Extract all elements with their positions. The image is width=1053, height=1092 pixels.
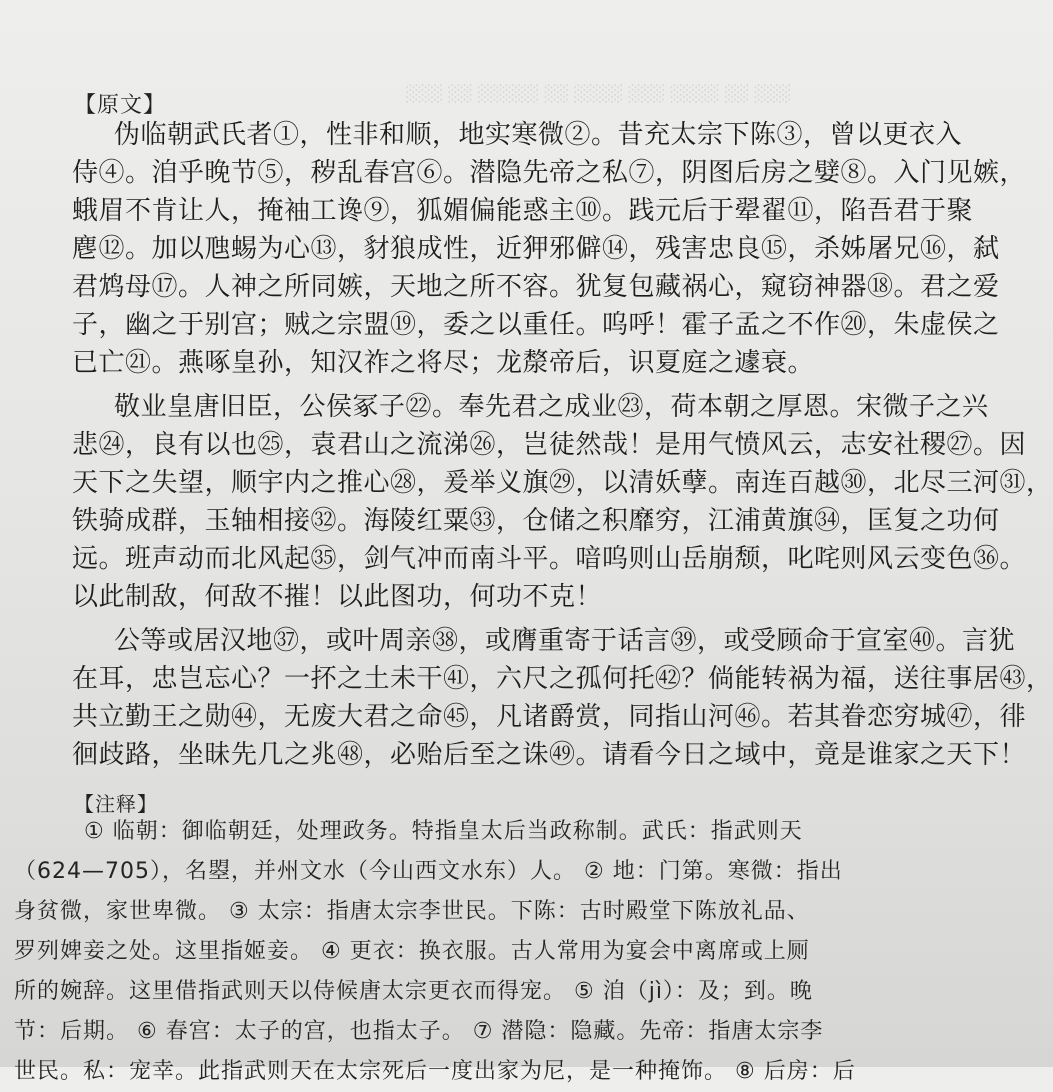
text-line: 以此制敌，何敌不摧！以此图功，何功不克！	[72, 582, 603, 612]
text-line: 麀⑫。加以虺蜴为心⑬，豺狼成性，近狎邪僻⑭，残害忠良⑮，杀姊屠兄⑯，弑	[72, 234, 1000, 264]
note-line: （624—705），名曌，并州文水（今山西文水东）人。 ② 地：门第。寒微：指出	[14, 859, 843, 884]
text-line: 徊歧路，坐昧先几之兆㊽，必贻后至之诛㊾。请看今日之域中，竟是谁家之天下！	[72, 740, 1027, 770]
text-line: 公等或居汉地㊲，或叶周亲㊳，或膺重寄于话言㊴，或受顾命于宣室㊵。言犹	[114, 626, 1016, 656]
note-line: 世民。私：宠幸。此指武则天在太宗死后一度出家为尼，是一种掩饰。 ⑧ 后房：后	[14, 1059, 856, 1084]
note-line: 罗列婢妾之处。这里指姬妾。 ④ 更衣：换衣服。古人常用为宴会中离席或上厕	[14, 939, 810, 964]
text-line: 共立勤王之勋㊹，无废大君之命㊺，凡诸爵赏，同指山河㊻。若其眷恋穷城㊼，徘	[72, 702, 1027, 732]
text-line: 在耳，忠岂忘心？一抔之土未干㊶，六尺之孤何托㊷？倘能转祸为福，送往事居㊸，	[72, 664, 1053, 694]
original-paragraph-2	[72, 388, 1053, 616]
text-line: 伪临朝武氏者①，性非和顺，地实寒微②。昔充太宗下陈③，曾以更衣入	[114, 120, 963, 150]
text-line: 敬业皇唐旧臣，公侯冢子㉒。奉先君之成业㉓，荷本朝之厚恩。宋微子之兴	[114, 392, 989, 422]
bleed-through-text: ░░░ ░░ ░░░░ ░░░ ░░░░ ░░ ░░░░░ ░░ ░░░	[404, 84, 790, 103]
text-line: 悲㉔，良有以也㉕，袁君山之流涕㉖，岂徒然哉！是用气愤风云，志安社稷㉗。因	[72, 430, 1027, 460]
text-line: 蛾眉不肯让人，掩袖工谗⑨，狐媚偏能惑主⑩。践元后于翚翟⑪，陷吾君于聚	[72, 196, 974, 226]
text-line: 天下之失望，顺宇内之推心㉘，爰举义旗㉙，以清妖孽。南连百越㉚，北尽三河㉛，	[72, 468, 1053, 498]
original-paragraph-3	[72, 622, 1053, 774]
note-line: 节：后期。 ⑥ 春宫：太子的宫，也指太子。 ⑦ 潜隐：隐藏。先帝：指唐太宗李	[14, 1019, 824, 1044]
note-line: 所的婉辞。这里借指武则天以侍候唐太宗更衣而得宠。 ⑤ 洎（jì）：及；到。晚	[14, 979, 813, 1004]
original-text-body	[72, 116, 1053, 774]
note-line: ① 临朝：御临朝廷，处理政务。特指皇太后当政称制。武氏：指武则天	[84, 819, 803, 844]
text-line: 远。班声动而北风起㉟，剑气冲而南斗平。喑呜则山岳崩颓，叱咤则风云变色㊱。	[72, 544, 1027, 574]
original-paragraph-1	[72, 116, 1027, 382]
text-line: 子，幽之于别宫；贼之宗盟⑲，委之以重任。呜呼！霍子孟之不作⑳，朱虚侯之	[72, 310, 1000, 340]
text-line: 侍④。洎乎晚节⑤，秽乱春宫⑥。潜隐先帝之私⑦，阴图后房之嬖⑧。入门见嫉，	[72, 158, 1027, 188]
notes-heading: 【注释】	[74, 792, 158, 816]
text-line: 君鸩母⑰。人神之所同嫉，天地之所不容。犹复包藏祸心，窥窃神器⑱。君之爱	[72, 272, 1000, 302]
notes-body	[14, 812, 856, 1092]
note-line: 身贫微，家世卑微。 ③ 太宗：指唐太宗李世民。下陈：古时殿堂下陈放礼品、	[14, 899, 810, 924]
text-line: 铁骑成群，玉轴相接㉜。海陵红粟㉝，仓储之积靡穷，江浦黄旗㉞，匡复之功何	[72, 506, 1000, 536]
text-line: 已亡㉑。燕啄皇孙，知汉祚之将尽；龙漦帝后，识夏庭之遽衰。	[72, 348, 815, 378]
original-text-heading: 【原文】	[74, 93, 167, 118]
